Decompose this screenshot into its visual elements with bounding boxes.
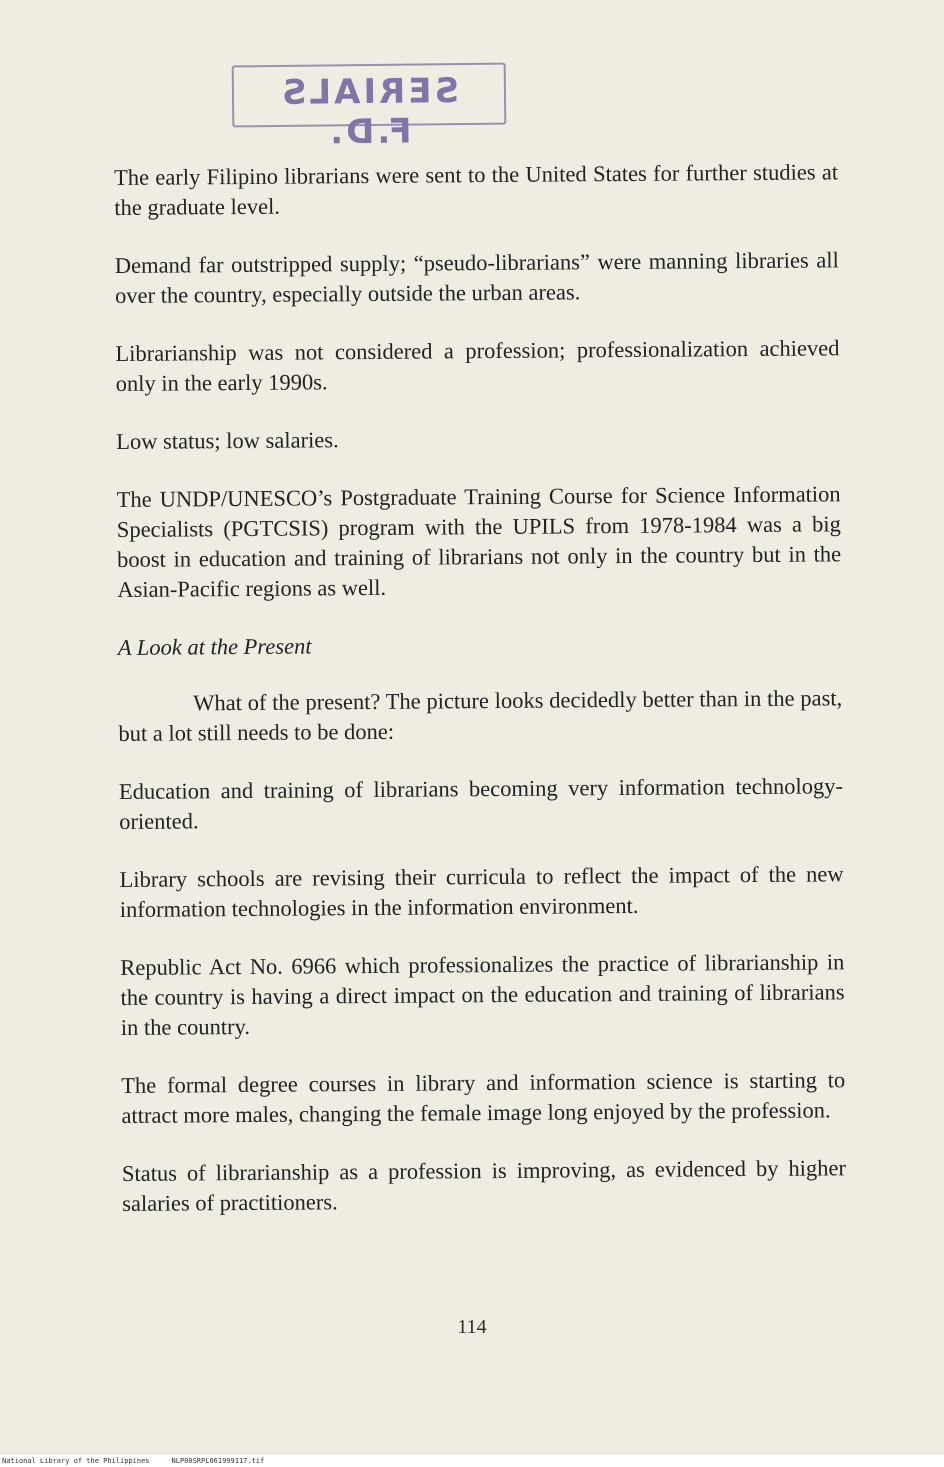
paragraph-curricula: Library schools are revising their curricula to reflect the impact of the new information technologies in the information environment.: [119, 861, 844, 922]
page-body: [114, 157, 846, 1247]
scan-footer: [0, 1455, 944, 1467]
paragraph-demand-supply: Demand far outstripped supply; “pseudo-librarians” were manning libraries all over the country, especially outside the urban areas.: [114, 247, 839, 308]
page-number: 114: [457, 1316, 487, 1338]
paragraph-it-oriented: Education and training of librarians becoming very information technology-oriented.: [118, 773, 844, 834]
paragraph-status-salaries: Status of librarianship as a profession is improving, as evidenced by higher salaries of practitioners.: [121, 1155, 847, 1216]
serials-stamp: [232, 63, 507, 153]
paragraph-early-librarians: The early Filipino librarians were sent to the United States for further studies at the graduate level.: [114, 159, 839, 220]
paragraph-republic-act: Republic Act No. 6966 which professionalizes the practice of librarianship in the country is having a direct impact on the education and training of librarians in the country.: [120, 949, 845, 1040]
footer-filename: NLP00SRPL061999117.tif: [171, 1457, 265, 1465]
footer-institution: National Library of the Philippines: [2, 1457, 150, 1465]
stamp-text: SERIALS F.D.: [278, 71, 460, 153]
paragraph-present-intro: What of the present? The picture looks decidedly better than in the past, but a lot still needs to be done:: [118, 685, 843, 746]
paragraph-low-status: Low status; low salaries.: [116, 427, 339, 454]
paragraph-male-enrollment: The formal degree courses in library and information science is starting to attract more males, changing the female image long enjoyed by the profession.: [121, 1067, 846, 1128]
paragraph-pgtcsis: The UNDP/UNESCO’s Postgraduate Training Course for Science Information Specialists (PGTCSIS) program with the UPILS from 1978-1984 was a big boost in education and training of librarians not only in the country but in the Asian-Pacific regions as well.: [116, 481, 842, 602]
section-heading: A Look at the Present: [117, 633, 312, 660]
paragraph-profession: Librarianship was not considered a profession; professionalization achieved only in the early 1990s.: [115, 335, 840, 396]
